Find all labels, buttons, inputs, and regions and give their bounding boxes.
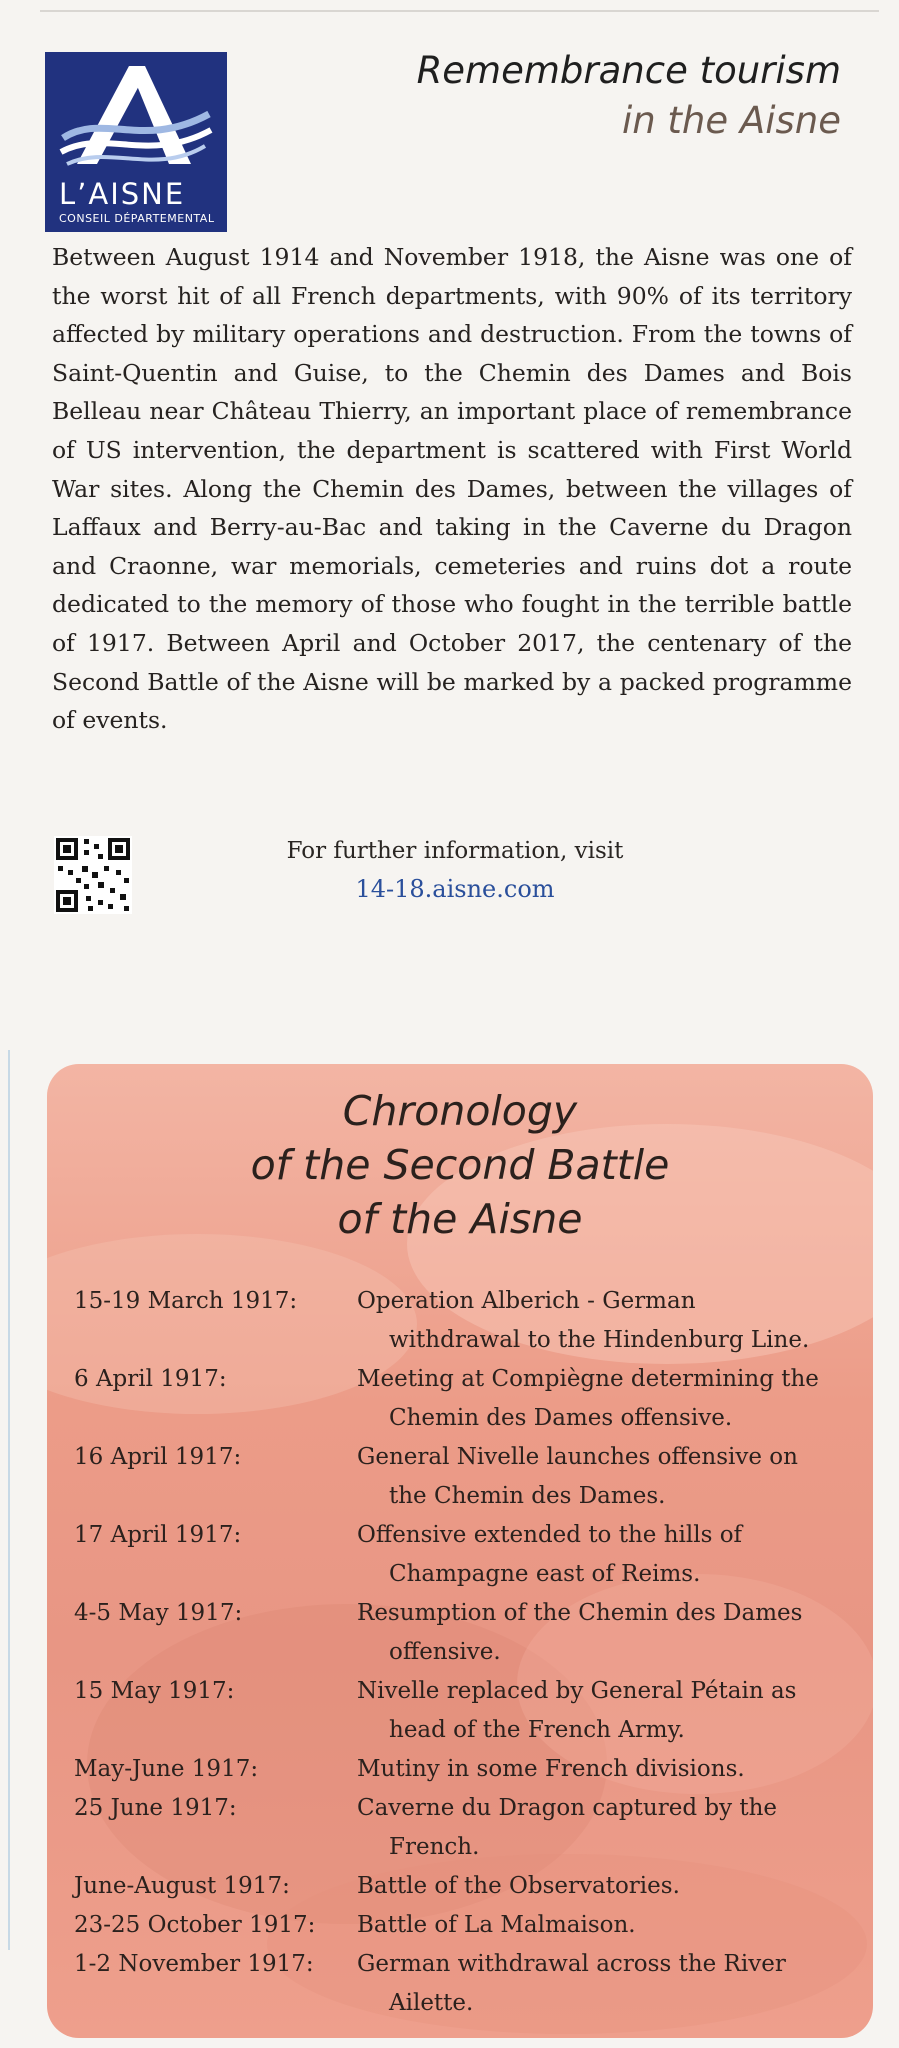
fold-edge: [8, 1050, 10, 1950]
further-info-label: For further information, visit: [286, 838, 624, 864]
entry-text-cont: the Chemin des Dames.: [389, 1483, 666, 1509]
entry-date: 17 April 1917:: [74, 1522, 242, 1548]
entry-text: Resumption of the Chemin des Dames: [357, 1600, 803, 1626]
entry-text: Mutiny in some French divisions.: [357, 1756, 745, 1782]
entry-date: 4-5 May 1917:: [74, 1600, 243, 1626]
aisne-logo: [45, 52, 227, 232]
logo-subtitle: CONSEIL DÉPARTEMENTAL: [59, 212, 215, 225]
chronology-title-line: of the Aisne: [337, 1195, 583, 1243]
entry-text-cont: head of the French Army.: [389, 1717, 685, 1743]
entry-text: German withdrawal across the River: [357, 1951, 786, 1977]
website-link[interactable]: 14-18.aisne.com: [355, 875, 555, 903]
entry-date: June-August 1917:: [74, 1873, 290, 1899]
entry-text-cont: Ailette.: [389, 1990, 474, 2016]
entry-text-cont: withdrawal to the Hindenburg Line.: [389, 1327, 810, 1353]
entry-date: 16 April 1917:: [74, 1444, 242, 1470]
entry-text-cont: Chemin des Dames offensive.: [389, 1405, 733, 1431]
entry-text: Meeting at Compiègne determining the: [357, 1366, 819, 1392]
entry-text: Caverne du Dragon captured by the: [357, 1795, 778, 1821]
intro-paragraph: Between August 1914 and November 1918, the Aisne was one of the worst hit of all French departments, with 90% of its territory affected by military operations and destruction. From the towns of Saint-Quentin and Guise, to the Chemin des Dames and Bois Belleau near Château Thierry, an important place of remembrance of US intervention, the department is scattered with First World War sites. Along the Chemin des Dames, between the villages of Laffaux and Berry-au-Bac and taking in the Caverne du Dragon and Craonne, war memorials, cemeteries and ruins dot a route dedicated to the memory of those who fought in the terrible battle of 1917. Between April and October 2017, the centenary of the Second Battle of the Aisne will be marked by a packed programme of events.: [52, 243, 852, 735]
entry-text: General Nivelle launches offensive on: [357, 1444, 798, 1470]
chronology-panel: [47, 1064, 873, 2038]
entry-text: Battle of La Malmaison.: [357, 1912, 636, 1938]
entry-text: Operation Alberich - German: [357, 1288, 696, 1314]
entry-date: May-June 1917:: [74, 1756, 259, 1782]
page-title-line-2: in the Aisne: [621, 99, 841, 142]
entry-date: 25 June 1917:: [74, 1795, 237, 1821]
entry-text-cont: French.: [389, 1834, 480, 1860]
further-info: [230, 832, 680, 908]
chronology-title-line: Chronology: [342, 1087, 578, 1135]
entry-text: Battle of the Observatories.: [357, 1873, 680, 1899]
page-title-line-1: Remembrance tourism: [416, 49, 841, 92]
qr-code-icon[interactable]: [54, 836, 132, 914]
chronology-title: [47, 1084, 873, 1246]
entry-date: 1-2 November 1917:: [74, 1951, 314, 1977]
entry-date: 23-25 October 1917:: [74, 1912, 316, 1938]
entry-date: 15-19 March 1917:: [74, 1288, 298, 1314]
entry-date: 6 April 1917:: [74, 1366, 227, 1392]
entry-text: Offensive extended to the hills of: [357, 1522, 743, 1548]
fold-line: [40, 10, 879, 12]
entry-text: Nivelle replaced by General Pétain as: [357, 1678, 797, 1704]
entry-text-cont: Champagne east of Reims.: [389, 1561, 701, 1587]
chronology-title-line: of the Second Battle: [250, 1141, 670, 1189]
entry-date: 15 May 1917:: [74, 1678, 235, 1704]
entry-text-cont: offensive.: [389, 1639, 501, 1665]
logo-name: L’AISNE: [59, 177, 186, 211]
